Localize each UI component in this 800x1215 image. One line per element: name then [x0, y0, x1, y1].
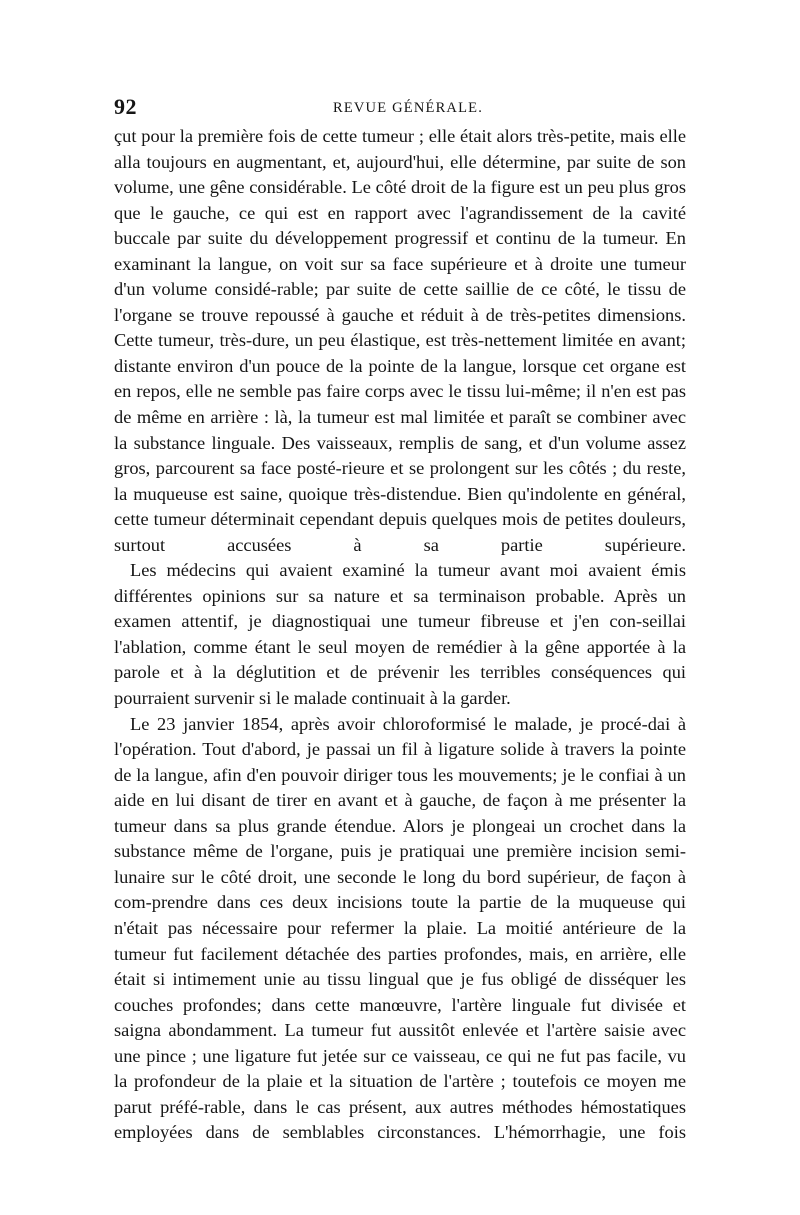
paragraph-diagnosis: Les médecins qui avaient examiné la tumeur avant moi avaient émis différentes opinions sur sa nature et sa terminaison probable. Après un examen attentif, je diagnostiquai une tumeur fibreuse et j'en con-seillai l'ablation, comme étant le seul moyen de remédier à la gêne apportée à la parole et à la déglutition et de prévenir les terribles conséquences qui pourraient survenir si le malade continuait à la garder.: [114, 560, 686, 709]
journal-title: REVUE GÉNÉRALE.: [332, 100, 484, 116]
body-text: [114, 124, 686, 1146]
document-page: [114, 94, 686, 1146]
running-head: [114, 94, 686, 124]
page-number: 92: [114, 94, 137, 119]
paragraph-operation: Le 23 janvier 1854, après avoir chloroformisé le malade, je procé-dai à l'opération. Tout d'abord, je passai un fil à ligature solide à travers la pointe de la langue, afin d'en pouvoir diriger tous les mouvements; je le confiai à un aide en lui disant de tirer en avant et à gauche, de façon à me présenter la tumeur dans sa plus grande étendue. Alors je plongeai un crochet dans la substance même de l'organe, puis je pratiquai une première incision semi-lunaire sur le côté droit, une seconde le long du bord supérieur, de façon à com-prendre dans ces deux incisions toute la partie de la muqueuse qui n'était pas nécessaire pour refermer la plaie. La moitié antérieure de la tumeur fut facilement détachée des parties profondes, mais, en arrière, elle était si intimement unie au tissu lingual que je fus obligé de disséquer les couches profondes; dans cette manœuvre, l'artère linguale fut divisée et saigna abondamment. La tumeur fut aussitôt enlevée et l'artère saisie avec une pince ; une ligature fut jetée sur ce vaisseau, ce qui ne fut pas facile, vu la profondeur de la plaie et la situation de l'artère ; toutefois ce moyen me parut préfé-rable, dans le cas présent, aux autres méthodes hémostatiques employées dans de semblables circonstances. L'hémorrhagie, une fois: [114, 713, 686, 1143]
paragraph-tumour-description: çut pour la première fois de cette tumeur ; elle était alors très-petite, mais elle alla toujours en augmentant, et, aujourd'hui, elle détermine, par suite de son volume, une gêne considérable. Le côté droit de la figure est un peu plus gros que le gauche, ce qui est en rapport avec l'agrandissement de la cavité buccale par suite du développement progressif et continu de la tumeur. En examinant la langue, on voit sur sa face supérieure et à droite une tumeur d'un volume considé-rable; par suite de cette saillie de ce côté, le tissu de l'organe se trouve repoussé à gauche et réduit à de très-petites dimensions. Cette tumeur, très-dure, un peu élastique, est très-nettement limitée en avant; distante environ d'un pouce de la pointe de la langue, lorsque cet organe est en repos, elle ne semble pas faire corps avec le tissu lui-même; il n'en est pas de même en arrière : là, la tumeur est mal limitée et paraît se combiner avec la substance linguale. Des vaisseaux, remplis de sang, et d'un volume assez gros, parcourent sa face posté-rieure et se prolongent sur les côtés ; du reste, la muqueuse est saine, quoique très-distendue. Bien qu'indolente en général, cette tumeur déterminait cependant depuis quelques mois de petites douleurs, surtout accusées à sa partie supérieure.: [114, 126, 686, 555]
